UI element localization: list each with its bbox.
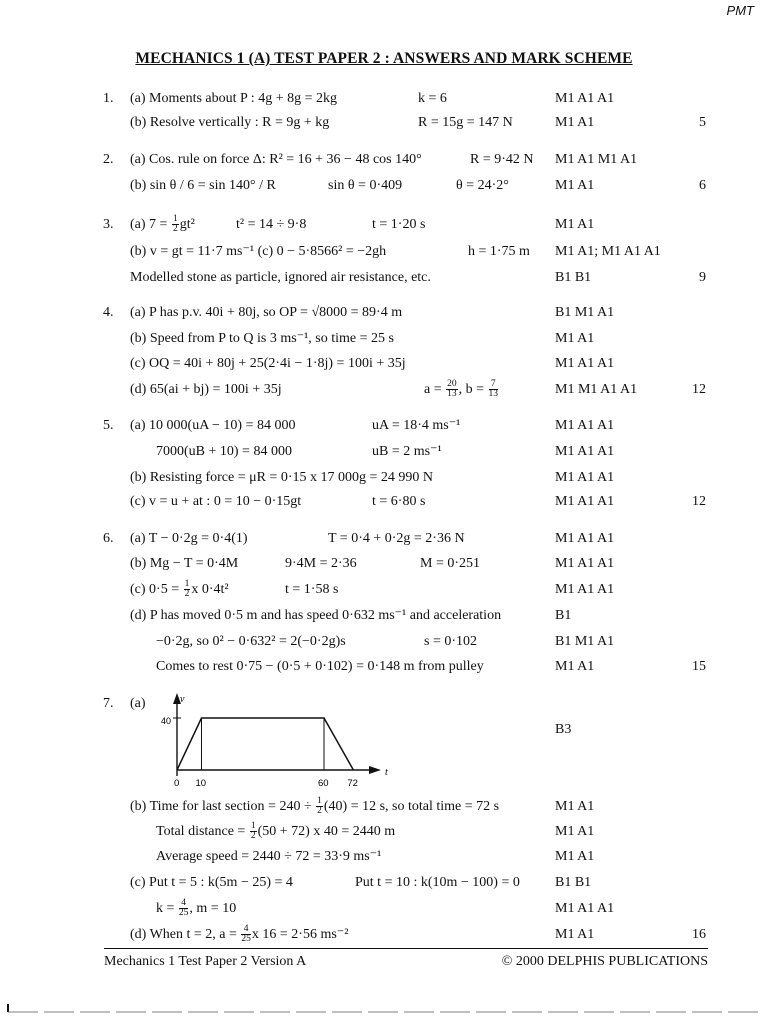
- result: h = 1·75 m: [468, 244, 530, 259]
- working: 7000(uB + 10) = 84 000: [156, 444, 292, 459]
- result: R = 9·42 N: [470, 152, 534, 167]
- working: −0·2g, so 0² − 0·632² = 2(−0·2g)s: [156, 634, 346, 649]
- marks: B1: [555, 608, 572, 623]
- result: uB = 2 ms⁻¹: [372, 444, 442, 459]
- result: t = 6·80 s: [372, 494, 426, 509]
- fraction: $\frac{1}{2}$: [184, 579, 190, 600]
- question-number: 2.: [103, 152, 114, 167]
- marks: M1 A1 A1: [555, 582, 615, 597]
- q3-line-b: [0, 242, 768, 262]
- x-tick-label: 60: [318, 778, 329, 789]
- marks: M1 A1 A1: [555, 91, 615, 106]
- working: (a) Moments about P : 4g + 8g = 2kg: [130, 91, 337, 106]
- working: Put t = 10 : k(10m − 100) = 0: [355, 875, 520, 890]
- fraction: $\frac{4}{25}$: [241, 924, 251, 945]
- result: k = 6: [418, 91, 447, 106]
- working: (b) Mg − T = 0·4M: [130, 556, 239, 571]
- marks: M1 A1: [555, 217, 595, 232]
- page-title: MECHANICS 1 (A) TEST PAPER 2 : ANSWERS AND MARK SCHEME: [135, 50, 633, 67]
- result: a = $\frac{20}{13}$ , b = $\frac{7}{13}$: [424, 379, 499, 400]
- q2-line-b: [0, 176, 768, 196]
- question-number: 3.: [103, 217, 114, 232]
- q4-line-d: [0, 380, 768, 400]
- q6-line-d3: [0, 657, 768, 677]
- page-footer: [104, 948, 708, 972]
- q1-line-a: [0, 89, 768, 109]
- q5-line-a1: [0, 416, 768, 436]
- q6-line-c: [0, 580, 768, 600]
- q2-line-a: [0, 150, 768, 170]
- fraction: $\frac{4}{25}$: [178, 898, 189, 919]
- marks: B1 B1: [555, 270, 592, 285]
- working: (a) T − 0·2g = 0·4(1): [130, 531, 248, 546]
- working: (b) v = gt = 11·7 ms⁻¹ (c) 0 − 5·8566² = −2gh: [130, 244, 387, 259]
- footer-right: © 2000 DELPHIS PUBLICATIONS: [501, 954, 708, 969]
- result: R = 15g = 147 N: [418, 115, 513, 130]
- q6-line-d1: [0, 606, 768, 626]
- total-marks: 5: [699, 115, 706, 130]
- q7-line-c1: [0, 873, 768, 893]
- velocity-time-graph: [155, 690, 395, 792]
- q5-line-a2: [0, 442, 768, 462]
- q4-line-b: [0, 329, 768, 349]
- fraction: $\frac{7}{13}$: [488, 379, 499, 400]
- comment: Modelled stone as particle, ignored air resistance, etc.: [130, 270, 431, 285]
- question-number: 5.: [103, 418, 114, 433]
- working: k = $\frac{4}{25}$ , m = 10: [156, 898, 237, 919]
- q5-line-b: [0, 468, 768, 488]
- total-marks: 6: [699, 178, 706, 193]
- fraction: $\frac{1}{2}$: [317, 796, 322, 817]
- footer-left: Mechanics 1 Test Paper 2 Version A: [104, 954, 307, 969]
- marks: M1 A1 A1: [555, 494, 615, 509]
- result: s = 0·102: [424, 634, 478, 649]
- working: (c) 0·5 = $\frac{1}{2}$ x 0·4t²: [130, 579, 229, 600]
- marks: M1 A1: [555, 659, 595, 674]
- marks: M1 A1 A1: [555, 531, 615, 546]
- q7-line-b2: [0, 822, 768, 842]
- x-tick-label: 10: [195, 778, 207, 789]
- total-marks: 15: [692, 659, 706, 674]
- question-number: 1.: [103, 91, 114, 106]
- marks: B3: [555, 722, 572, 737]
- result: uA = 18·4 ms⁻¹: [372, 418, 461, 433]
- question-number: 6.: [103, 531, 114, 546]
- result: t = 1·20 s: [372, 217, 426, 232]
- working: (a) P has p.v. 40i + 80j, so OP = √8000 = 89·4 m: [130, 305, 403, 320]
- fraction: $\frac{1}{2}$: [172, 214, 178, 235]
- marks: B1 B1: [555, 875, 592, 890]
- fraction: $\frac{1}{2}$: [250, 821, 256, 842]
- x-tick-label: 0: [174, 778, 180, 789]
- q1-line-b: [0, 113, 768, 133]
- working: (b) Resolve vertically : R = 9g + kg: [130, 115, 330, 130]
- marks: M1 A1 A1: [555, 418, 615, 433]
- question-number: 4.: [103, 305, 114, 320]
- marks: B1 M1 A1: [555, 634, 615, 649]
- graph-trace: [177, 718, 353, 770]
- marks: M1 M1 A1 A1: [555, 382, 638, 397]
- working: (b) Resisting force = μR = 0·15 x 17 000g = 24 990 N: [130, 470, 433, 485]
- q5-line-c: [0, 492, 768, 512]
- working: (c) v = u + at : 0 = 10 − 0·15gt: [130, 494, 302, 509]
- marks: M1 A1 A1: [555, 556, 615, 571]
- marks: M1 A1: [555, 178, 595, 193]
- marks: M1 A1 M1 A1: [555, 152, 638, 167]
- x-tick-label: 72: [347, 778, 358, 789]
- y-tick-label: 40: [161, 716, 172, 726]
- q4-line-c: [0, 354, 768, 374]
- working: (a) 7 = $\frac{1}{2}$ gt²: [130, 214, 195, 235]
- working: Total distance = $\frac{1}{2}$ (50 + 72) x 40 = 2440 m: [156, 821, 396, 842]
- working: (d) When t = 2, a = $\frac{4}{25}$ x 16 = 2·56 ms⁻²: [130, 924, 349, 945]
- total-marks: 12: [692, 494, 706, 509]
- marks: M1 A1: [555, 824, 595, 839]
- marks: B1 M1 A1: [555, 305, 615, 320]
- x-axis-label: t: [385, 767, 388, 778]
- intermediate: sin θ = 0·409: [328, 178, 403, 193]
- q7-line-c2: [0, 899, 768, 919]
- question-number: 7.: [103, 696, 114, 711]
- result: t = 1·58 s: [285, 582, 339, 597]
- working: (a) Cos. rule on force Δ: R² = 16 + 36 − 48 cos 140°: [130, 152, 422, 167]
- result: M = 0·251: [420, 556, 481, 571]
- scan-edge: [0, 1004, 768, 1014]
- working: Comes to rest 0·75 − (0·5 + 0·102) = 0·148 m from pulley: [156, 659, 484, 674]
- result: θ = 24·2°: [456, 178, 509, 193]
- corner-mark: PMT: [726, 3, 754, 18]
- marks: M1 A1: [555, 331, 595, 346]
- marks: M1 A1: [555, 927, 595, 942]
- result: T = 0·4 + 0·2g = 2·36 N: [328, 531, 465, 546]
- fraction: $\frac{20}{13}$: [447, 379, 457, 400]
- x-axis-arrow-icon: [369, 766, 381, 774]
- working: (c) Put t = 5 : k(5m − 25) = 4: [130, 875, 293, 890]
- working: (c) OQ = 40i + 80j + 25(2·4i − 1·8j) = 100i + 35j: [130, 356, 406, 371]
- working: Average speed = 2440 ÷ 72 = 33·9 ms⁻¹: [156, 849, 382, 864]
- working: (b) Time for last section = 240 ÷ $\frac{1}{2}$ (40) = 12 s, so total time = 72 s: [130, 796, 500, 817]
- total-marks: 9: [699, 270, 706, 285]
- intermediate: 9·4M = 2·36: [285, 556, 357, 571]
- q6-line-d2: [0, 632, 768, 652]
- working: (d) P has moved 0·5 m and has speed 0·632 ms⁻¹ and acceleration: [130, 608, 502, 623]
- velocity-line: [177, 718, 353, 770]
- total-marks: 12: [692, 382, 706, 397]
- marks: M1 A1: [555, 799, 595, 814]
- total-marks: 16: [692, 927, 706, 942]
- q6-line-b: [0, 554, 768, 574]
- marks: M1 A1 A1: [555, 470, 615, 485]
- q6-line-a: [0, 529, 768, 549]
- q3-line-c: [0, 268, 768, 288]
- part-label: (a): [130, 696, 146, 711]
- y-axis-label: v: [180, 694, 185, 705]
- q7-line-b1: [0, 797, 768, 817]
- marks: M1 A1: [555, 115, 595, 130]
- working: (d) 65(ai + bj) = 100i + 35j: [130, 382, 282, 397]
- marks: M1 A1; M1 A1 A1: [555, 244, 661, 259]
- working: (b) sin θ / 6 = sin 140° / R: [130, 178, 276, 193]
- marks: M1 A1 A1: [555, 444, 615, 459]
- marks: M1 A1: [555, 849, 595, 864]
- q7-line-b3: [0, 847, 768, 867]
- marks: M1 A1 A1: [555, 901, 615, 916]
- q4-line-a: [0, 303, 768, 323]
- q3-line-a: [0, 215, 768, 235]
- working: (b) Speed from P to Q is 3 ms⁻¹, so time = 25 s: [130, 331, 394, 346]
- q7-line-d: [0, 925, 768, 945]
- marks: M1 A1 A1: [555, 356, 615, 371]
- x-tick-labels: [174, 778, 358, 789]
- working: (a) 10 000(uA − 10) = 84 000: [130, 418, 296, 433]
- intermediate: t² = 14 ÷ 9·8: [236, 217, 307, 232]
